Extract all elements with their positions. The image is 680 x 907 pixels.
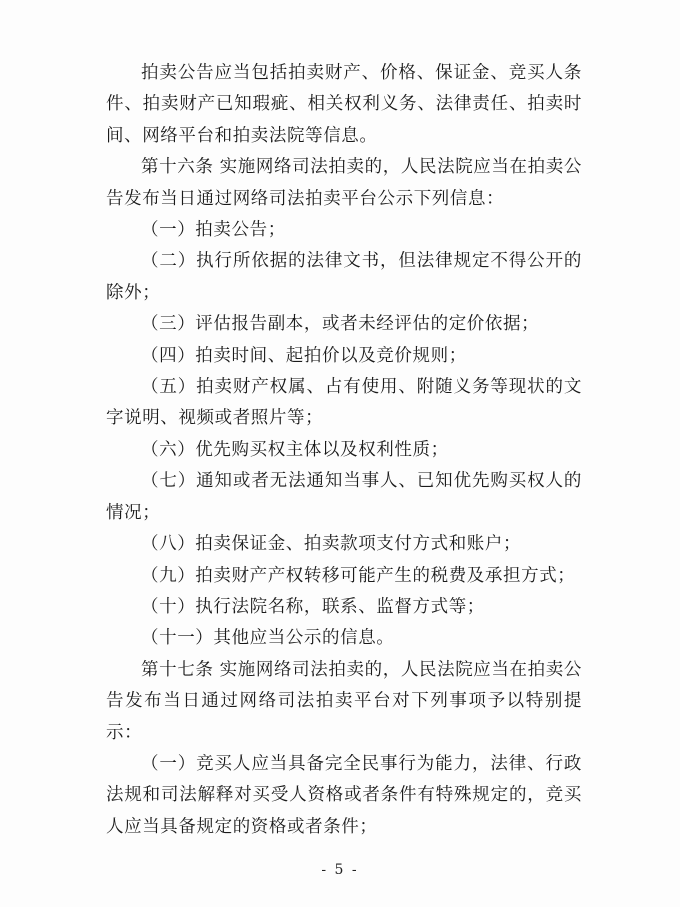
paragraph-article-16: 第十六条 实施网络司法拍卖的，人民法院应当在拍卖公告发布当日通过网络司法拍卖平台公示下列信息：: [106, 157, 582, 209]
list-item-16-1: （一）拍卖公告；: [141, 220, 286, 241]
paragraph-article-17: 第十七条 实施网络司法拍卖的，人民法院应当在拍卖公告发布当日通过网络司法拍卖平台对下列事项予以特别提示：: [106, 659, 582, 743]
list-item-16-5: （五）拍卖财产权属、占有使用、附随义务等现状的文字说明、视频或者照片等；: [106, 377, 582, 429]
list-item-16-11: （十一）其他应当公示的信息。: [141, 628, 395, 649]
list-item-16-6: （六）优先购买权主体以及权利性质；: [141, 439, 449, 460]
paragraph-auction-notice-contents: 拍卖公告应当包括拍卖财产、价格、保证金、竞买人条件、拍卖财产已知瑕疵、相关权利义务、法律责任、拍卖时间、网络平台和拍卖法院等信息。: [106, 63, 582, 146]
list-item-16-9: （九）拍卖财产产权转移可能产生的税费及承担方式；: [141, 565, 576, 586]
list-item-16-4: （四）拍卖时间、起拍价以及竞价规则；: [141, 345, 467, 366]
list-item-16-2: （二）执行所依据的法律文书，但法律规定不得公开的除外；: [106, 251, 582, 303]
list-item-17-1: （一）竞买人应当具备完全民事行为能力，法律、行政法规和司法解释对买受人资格或者条件有特殊规定的，竞买人应当具备规定的资格或者条件；: [106, 753, 582, 837]
list-item-16-10: （十）执行法院名称，联系、监督方式等；: [141, 596, 485, 617]
list-item-16-3: （三）评估报告副本，或者未经评估的定价依据；: [141, 314, 540, 335]
body-text: [106, 58, 582, 843]
list-item-16-8: （八）拍卖保证金、拍卖款项支付方式和账户；: [141, 534, 522, 555]
page-number: - 5 -: [321, 862, 359, 878]
list-item-16-7: （七）通知或者无法通知当事人、已知优先购买权人的情况；: [106, 471, 582, 523]
